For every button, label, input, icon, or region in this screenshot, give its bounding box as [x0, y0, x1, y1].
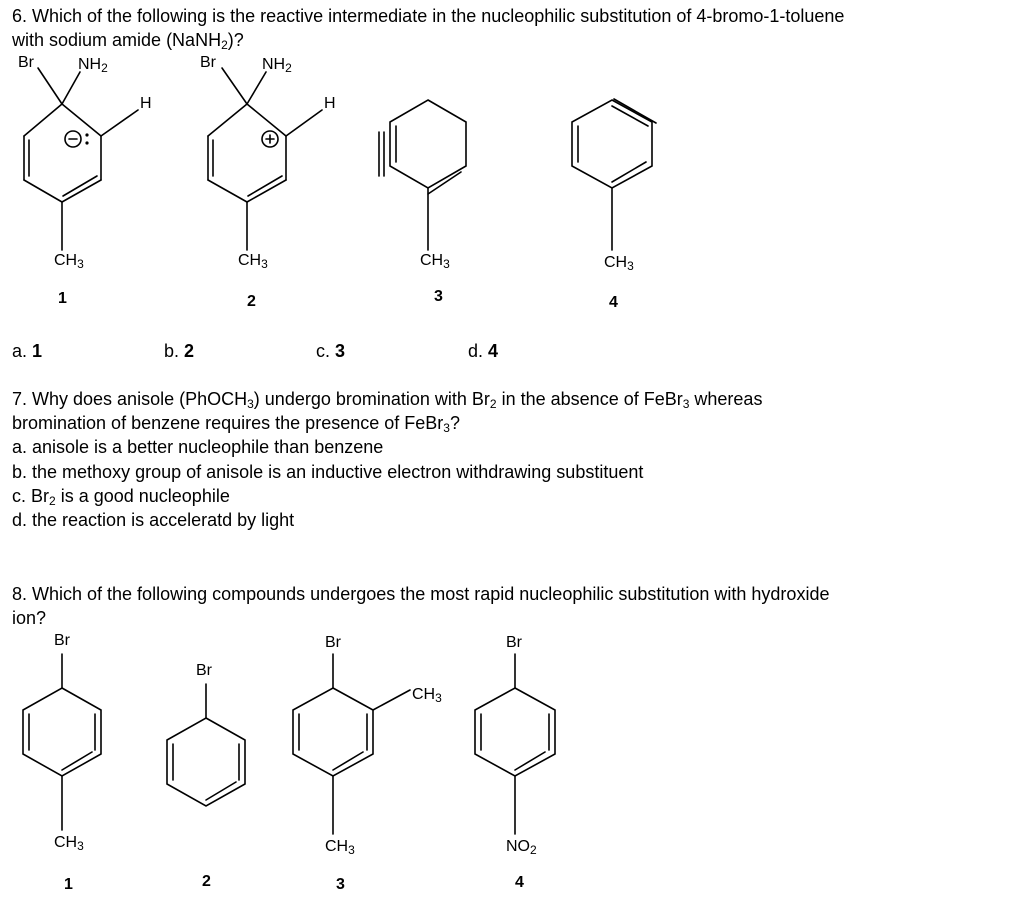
q6-s1-h-label: H [140, 95, 152, 112]
q7-option-d: d. the reaction is acceleratd by light [12, 510, 295, 530]
q6-s1-br-label: Br [18, 54, 34, 71]
q8-s3-ch3-label: $CH_3$ [325, 838, 355, 857]
q8-s1-br-label: Br [54, 632, 70, 649]
q7-option-a: a. anisole is a better nucleophile than benzene [12, 437, 384, 457]
q7-question-line2: bromination of benzene requires the presence of FeBr$_3$? [12, 413, 460, 435]
q6-s1-nh2-label: $NH_2$ [78, 56, 108, 75]
q6-s2-h-label: H [324, 95, 336, 112]
q6-s1-ch3-label: $CH_3$ [54, 252, 84, 271]
q8-question-line1: 8. Which of the following compounds undergoes the most rapid nucleophilic substitution with hydroxide [12, 584, 830, 604]
q6-s2-number: 2 [247, 293, 256, 310]
q6-option-c: c. 3 [316, 341, 346, 361]
q8-s3-number: 3 [336, 876, 345, 893]
q8-s3-ch3-side-label: $CH_3$ [412, 686, 442, 705]
q8-s3-br-label: Br [325, 634, 341, 651]
q8-s1-structure [23, 654, 101, 830]
q8-s3-structure [293, 654, 410, 834]
q8-s1-number: 1 [64, 876, 73, 893]
q6-s3-ch3-label: $CH_3$ [420, 252, 450, 271]
q6-s1-lone-pair [85, 133, 88, 144]
q6-s4-structure [572, 99, 656, 250]
q6-s2-structure [208, 68, 322, 250]
q7-question-line1: 7. Why does anisole (PhOCH$_3$) undergo bromination with $Br_2$ in the absence of FeBr$_3$ whereas [12, 389, 763, 411]
q6-question-line1: 6. Which of the following is the reactive intermediate in the nucleophilic substitution of 4-bromo-1-toluene [12, 6, 845, 26]
q8-s4-structure [475, 654, 555, 834]
q6-s2-br-label: Br [200, 54, 216, 71]
q8-s2-number: 2 [202, 873, 211, 890]
q6-s1-number: 1 [58, 290, 67, 307]
q6-option-a: a. 1 [12, 341, 43, 361]
q8-s2-structure [167, 684, 245, 806]
q8-s4-number: 4 [515, 874, 524, 891]
q6-s4-number: 4 [609, 294, 618, 311]
q6-s2-nh2-label: $NH_2$ [262, 56, 292, 75]
q8-s2-br-label: Br [196, 662, 212, 679]
q6-s3-number: 3 [434, 288, 443, 305]
q6-s3-structure [379, 100, 466, 250]
q8-s4-br-label: Br [506, 634, 522, 651]
q8-s1-ch3-label: $CH_3$ [54, 834, 84, 853]
q6-s1-structure [24, 68, 138, 250]
q6-s2-ch3-label: $CH_3$ [238, 252, 268, 271]
q7-option-b: b. the methoxy group of anisole is an inductive electron withdrawing substituent [12, 462, 644, 482]
q6-option-d: d. 4 [468, 341, 499, 361]
q6-option-b: b. 2 [164, 341, 195, 361]
q6-question-line2: with sodium amide (NaNH$_2$)? [12, 30, 244, 52]
q8-s4-no2-label: $NO_2$ [506, 838, 537, 857]
q8-question-line2: ion? [12, 608, 47, 628]
q7-option-c: c. $Br_2$ is a good nucleophile [12, 486, 230, 508]
q6-s4-ch3-label: $CH_3$ [604, 254, 634, 273]
